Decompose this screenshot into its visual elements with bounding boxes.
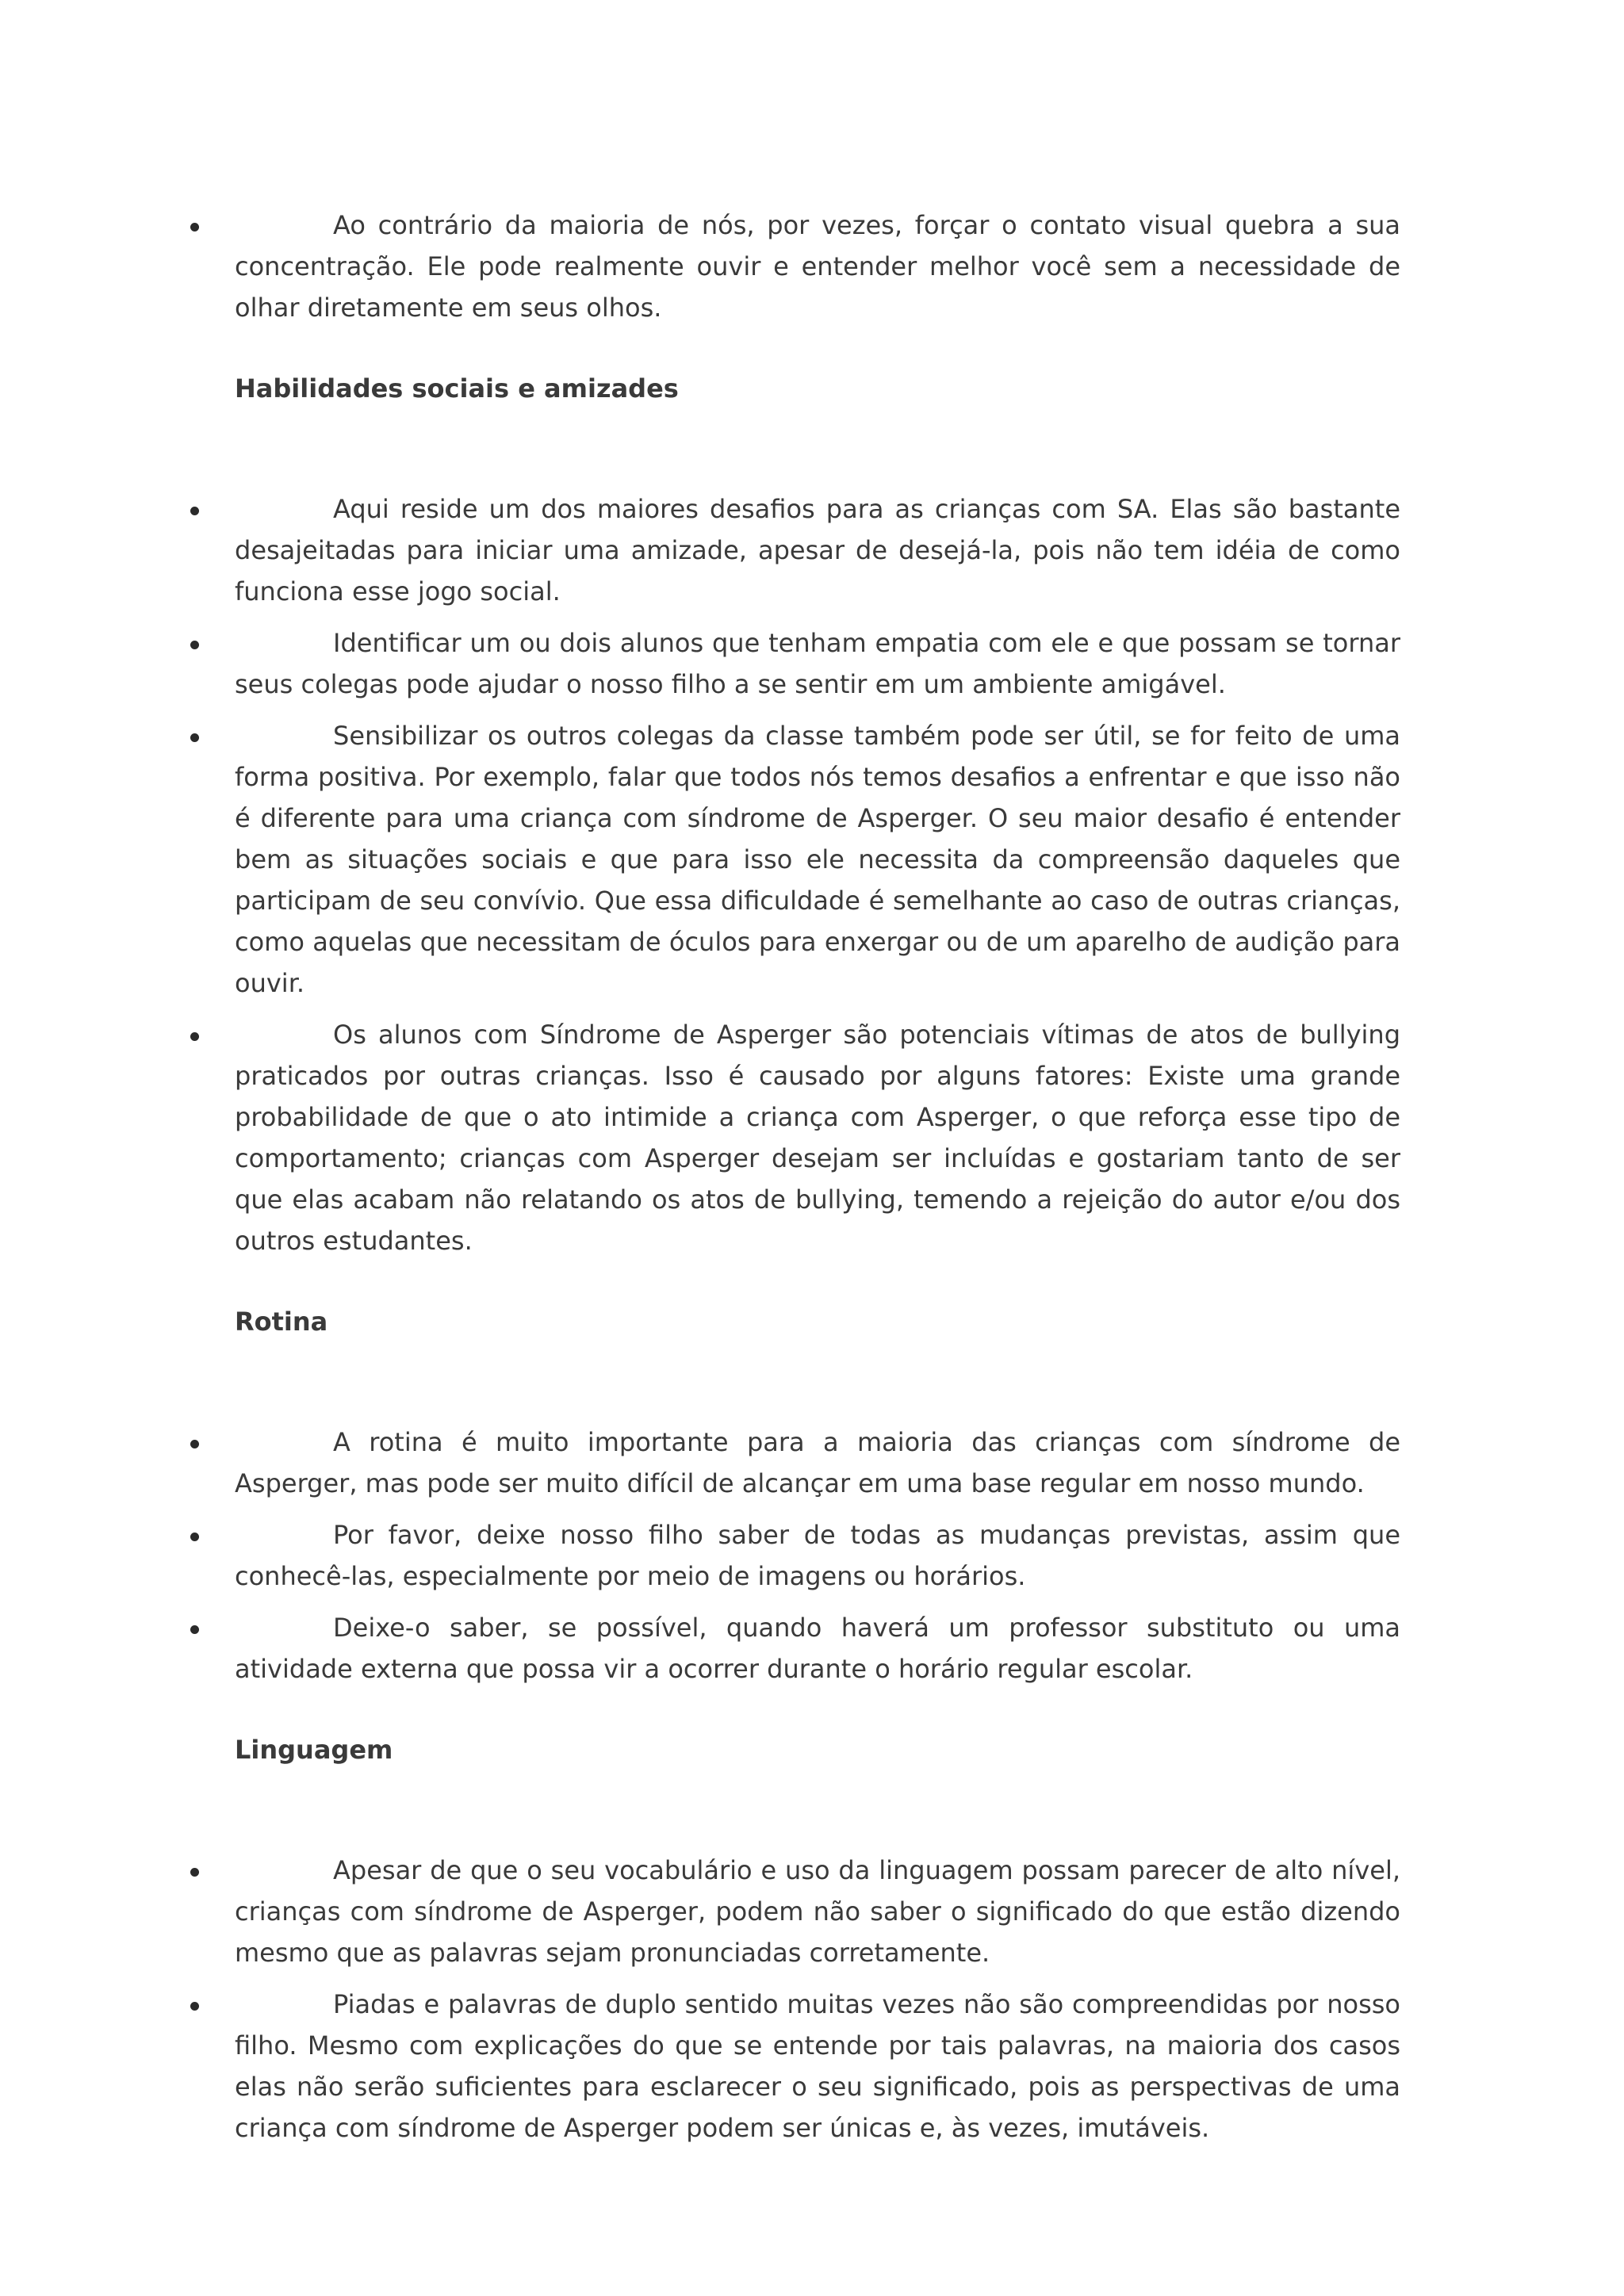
list-item [235,1984,1400,2149]
section-heading-routine: Rotina [235,1307,328,1337]
section-heading-language: Linguagem [235,1735,393,1765]
bullet-icon [190,1868,199,1877]
list-item [235,715,1400,1004]
list-item [235,1014,1400,1261]
bullet-icon [190,2002,199,2011]
list-item [235,622,1400,705]
list-item [235,1422,1400,1504]
bullet-icon [190,1440,199,1448]
bullet-icon [190,1625,199,1634]
list-item-text: Apesar de que o seu vocabulário e uso da linguagem possam parecer de alto nível, crianças com síndrome de Asperger, podem não saber o significado do que estão dizendo mesmo que as palavras sejam pronunciadas corretamente. [235,1855,1400,1968]
list-item-text: A rotina é muito importante para a maioria das crianças com síndrome de Asperger, mas pode ser muito difícil de alcançar em uma base regular em nosso mundo. [235,1427,1400,1498]
section-heading-social: Habilidades sociais e amizades [235,373,679,404]
list-item [235,205,1400,328]
list-item-text: Os alunos com Síndrome de Asperger são potenciais vítimas de atos de bullying praticados por outras crianças. Isso é causado por alguns fatores: Existe uma grande probabilidade de que o ato intimide a criança com Asperger, o que reforça esse tipo de comportamento; crianças com Asperger desejam ser incluídas e gostariam tanto de ser que elas acabam não relatando os atos de bullying, temendo a rejeição do autor e/ou dos outros estudantes. [235,1020,1400,1256]
list-item-text: Deixe-o saber, se possível, quando haverá um professor substituto ou uma atividade externa que possa vir a ocorrer durante o horário regular escolar. [235,1613,1400,1684]
bullet-icon [190,507,199,515]
list-item-text: Por favor, deixe nosso filho saber de todas as mudanças previstas, assim que conhecê-las, especialmente por meio de imagens ou horários. [235,1520,1400,1591]
list-item-text: Identificar um ou dois alunos que tenham empatia com ele e que possam se tornar seus colegas pode ajudar o nosso filho a se sentir em um ambiente amigável. [235,628,1400,699]
bullet-icon [190,1032,199,1041]
list-item [235,488,1400,612]
list-item-text: Aqui reside um dos maiores desafios para as crianças com SA. Elas são bastante desajeitadas para iniciar uma amizade, apesar de desejá-la, pois não tem idéia de como funciona esse jogo social. [235,494,1400,607]
document-content [235,205,1400,2149]
bullet-icon [190,223,199,232]
list-item [235,1607,1400,1689]
bullet-icon [190,733,199,742]
list-item [235,1850,1400,1973]
list-item-text: Ao contrário da maioria de nós, por vezes, forçar o contato visual quebra a sua concentração. Ele pode realmente ouvir e entender melhor você sem a necessidade de olhar diretamente em seus olhos. [235,210,1400,323]
bullet-icon [190,1533,199,1541]
bullet-icon [190,641,199,649]
list-item-text: Sensibilizar os outros colegas da classe também pode ser útil, se for feito de uma forma positiva. Por exemplo, falar que todos nós temos desafios a enfrentar e que isso não é diferente para uma criança com síndrome de Asperger. O seu maior desafio é entender bem as situações sociais e que para isso ele necessita da compreensão daqueles que participam de seu convívio. Que essa dificuldade é semelhante ao caso de outras crianças, como aquelas que necessitam de óculos para enxergar ou de um aparelho de audição para ouvir. [235,721,1400,998]
list-item [235,1514,1400,1597]
list-item-text: Piadas e palavras de duplo sentido muitas vezes não são compreendidas por nosso filho. Mesmo com explicações do que se entende por tais palavras, na maioria dos casos elas não serão suficientes para esclarecer o seu significado, pois as perspectivas de uma criança com síndrome de Asperger podem ser únicas e, às vezes, imutáveis. [235,1989,1400,2143]
